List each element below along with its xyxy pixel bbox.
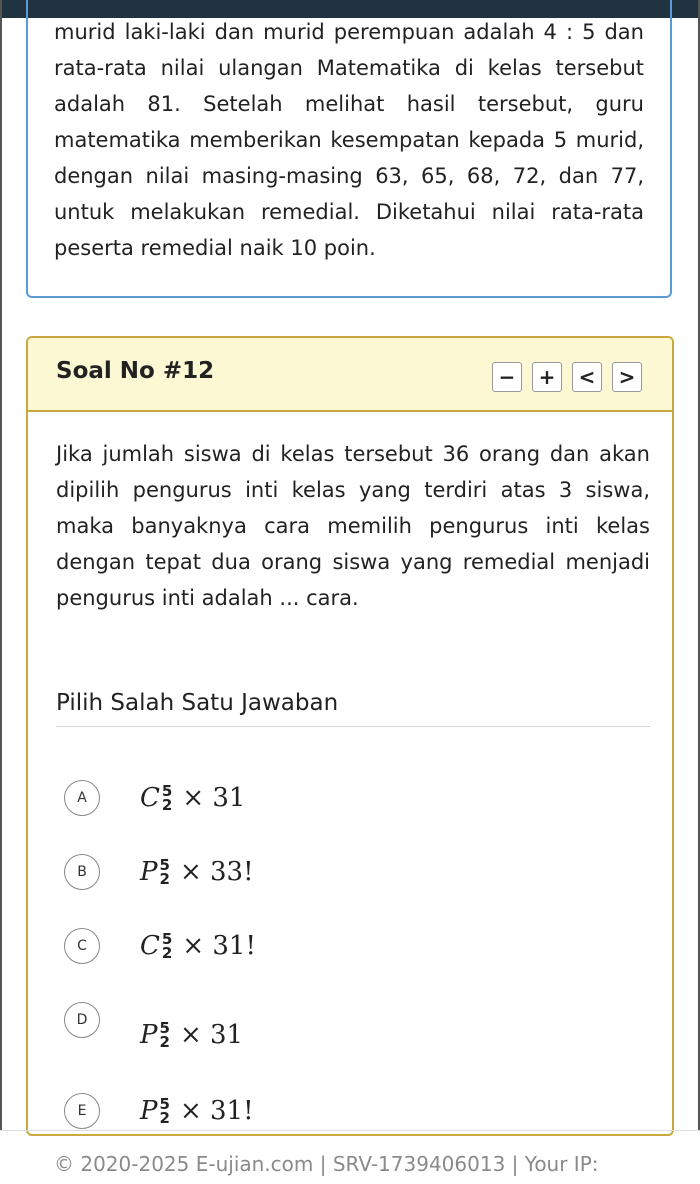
context-passage-box — [26, 0, 672, 298]
footer-text: © 2020-2025 E-ujian.com | SRV-1739406013 | Your IP: — [54, 1152, 599, 1176]
option-formula — [140, 1020, 243, 1050]
option-symbol: P — [140, 1020, 158, 1050]
option-subscript: 2 — [159, 1109, 170, 1127]
option-formula — [140, 857, 254, 887]
option-symbol: P — [140, 1096, 158, 1126]
option-rest: × 31 — [182, 783, 246, 813]
option-subscript: 2 — [161, 944, 173, 962]
option-symbol: C — [140, 931, 160, 961]
option-formula — [140, 931, 256, 961]
answer-option-d[interactable] — [64, 1002, 243, 1052]
footer-divider — [0, 1130, 700, 1131]
previous-question-button[interactable]: < — [572, 362, 602, 392]
option-subscript: 2 — [161, 796, 173, 814]
option-subscript: 2 — [159, 870, 170, 888]
question-text: Jika jumlah siswa di kelas tersebut 36 orang dan akan dipilih pengurus inti kelas yang terdiri atas 3 siswa, maka banyaknya cara memilih pengurus inti kelas dengan tepat dua orang siswa yang remedial menjadi pengurus inti adalah ... cara. — [56, 442, 650, 610]
option-letter[interactable]: B — [64, 854, 100, 890]
option-symbol: C — [140, 783, 160, 813]
option-letter[interactable]: D — [64, 1002, 100, 1038]
answer-option-b[interactable] — [64, 847, 254, 897]
option-letter[interactable]: E — [64, 1093, 100, 1129]
option-superscript: 5 — [159, 856, 170, 874]
option-rest: × 31! — [182, 931, 256, 961]
zoom-in-button[interactable]: + — [532, 362, 562, 392]
option-superscript: 5 — [161, 782, 173, 800]
option-letter[interactable]: C — [64, 928, 100, 964]
question-controls — [492, 362, 642, 392]
zoom-out-button[interactable]: − — [492, 362, 522, 392]
option-subscript: 2 — [159, 1033, 170, 1051]
context-text: murid laki-laki dan murid perempuan adalah 4 : 5 dan rata-rata nilai ulangan Matematika di kelas tersebut adalah 81. Setelah melihat hasil tersebut, guru matematika memberikan kesempatan kepada 5 murid, dengan nilai masing-masing 63, 65, 68, 72, dan 77, untuk melakukan remedial. Diketahui nilai rata-rata peserta remedial naik 10 poin. — [54, 20, 644, 260]
option-superscript: 5 — [159, 1019, 170, 1037]
option-formula — [140, 783, 245, 813]
option-rest: × 31 — [179, 1020, 244, 1050]
left-frame — [0, 0, 2, 1130]
option-symbol: P — [140, 857, 158, 887]
option-letter[interactable]: A — [64, 780, 100, 816]
option-rest: × 33! — [179, 857, 254, 887]
option-formula — [140, 1096, 254, 1126]
question-card — [26, 336, 674, 1136]
option-superscript: 5 — [159, 1095, 170, 1113]
question-number-title: Soal No #12 — [56, 358, 215, 384]
choose-answer-label: Pilih Salah Satu Jawaban — [56, 690, 339, 716]
question-header — [28, 338, 672, 412]
answer-option-e[interactable] — [64, 1086, 254, 1136]
next-question-button[interactable]: > — [612, 362, 642, 392]
answer-option-c[interactable] — [64, 921, 256, 971]
divider — [56, 726, 650, 727]
option-rest: × 31! — [179, 1096, 254, 1126]
answer-option-a[interactable] — [64, 773, 245, 823]
option-superscript: 5 — [161, 930, 173, 948]
